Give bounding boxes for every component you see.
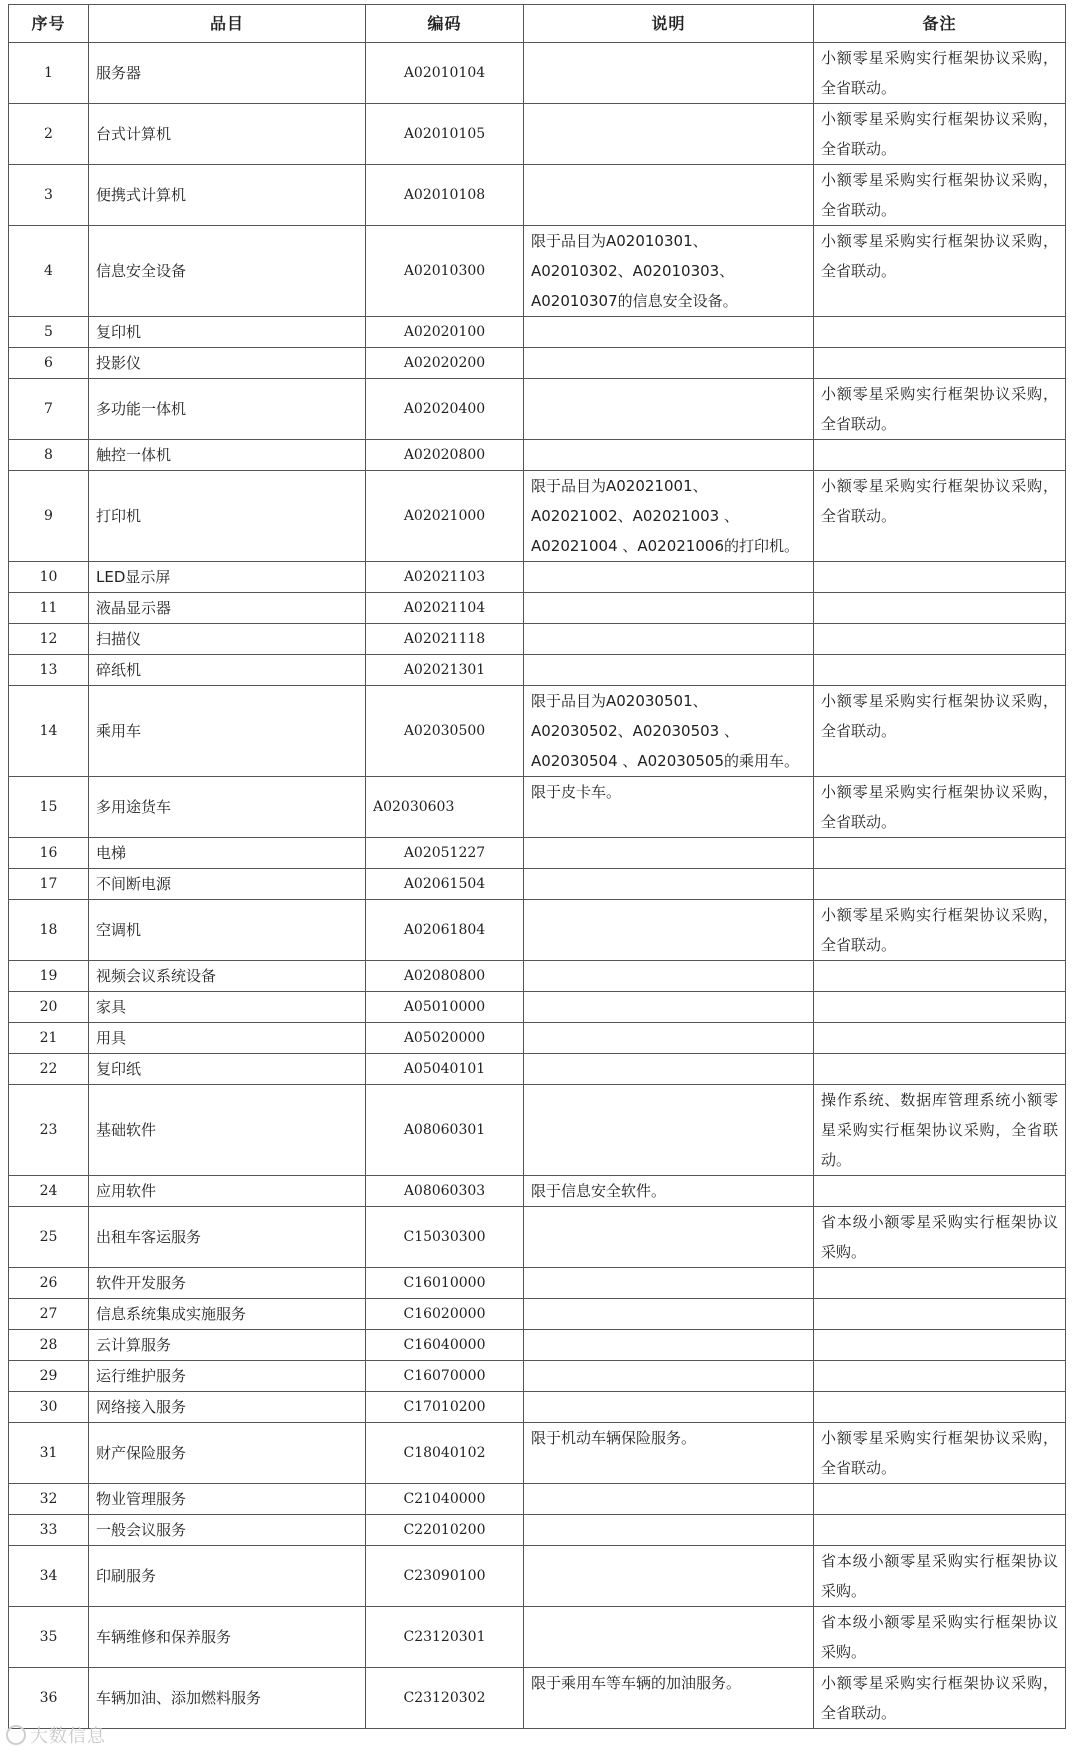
table-row — [9, 1668, 1066, 1729]
cell-desc — [524, 992, 814, 1023]
cell-code: A02021103 — [366, 562, 524, 593]
cell-desc — [524, 104, 814, 165]
cell-code: A02021104 — [366, 593, 524, 624]
cell-note: 操作系统、数据库管理系统小额零星采购实行框架协议采购，全省联动。 — [814, 1085, 1066, 1176]
table-row — [9, 1268, 1066, 1299]
cell-note: 省本级小额零星采购实行框架协议采购。 — [814, 1607, 1066, 1668]
table-row — [9, 562, 1066, 593]
cell-desc — [524, 440, 814, 471]
cell-desc — [524, 562, 814, 593]
cell-code: A05010000 — [366, 992, 524, 1023]
table-row — [9, 471, 1066, 562]
cell-note: 小额零星采购实行框架协议采购，全省联动。 — [814, 686, 1066, 777]
cell-item: 网络接入服务 — [89, 1392, 366, 1423]
cell-code: A02010300 — [366, 226, 524, 317]
cell-no: 31 — [9, 1423, 89, 1484]
watermark — [6, 1722, 106, 1748]
cell-desc — [524, 1299, 814, 1330]
cell-item: 碎纸机 — [89, 655, 366, 686]
cell-item: 电梯 — [89, 838, 366, 869]
cell-item: 台式计算机 — [89, 104, 366, 165]
cell-code: A02020800 — [366, 440, 524, 471]
table-row — [9, 1515, 1066, 1546]
cell-item: 基础软件 — [89, 1085, 366, 1176]
table-row — [9, 1207, 1066, 1268]
cell-code: A02021000 — [366, 471, 524, 562]
cell-desc: 限于乘用车等车辆的加油服务。 — [524, 1668, 814, 1729]
cell-no: 3 — [9, 165, 89, 226]
cell-item: 便携式计算机 — [89, 165, 366, 226]
cell-code: A02061504 — [366, 869, 524, 900]
cell-note: 小额零星采购实行框架协议采购，全省联动。 — [814, 165, 1066, 226]
table-row — [9, 1023, 1066, 1054]
table-row — [9, 1546, 1066, 1607]
table-row — [9, 379, 1066, 440]
cell-code: C17010200 — [366, 1392, 524, 1423]
cell-code: A02020400 — [366, 379, 524, 440]
table-row — [9, 992, 1066, 1023]
cell-code: A05040101 — [366, 1054, 524, 1085]
cell-code: A02030603 — [366, 777, 524, 838]
cell-desc: 限于品目为A02030501、A02030502、A02030503 、A02030504 、A02030505的乘用车。 — [524, 686, 814, 777]
cell-note: 小额零星采购实行框架协议采购，全省联动。 — [814, 226, 1066, 317]
cell-no: 10 — [9, 562, 89, 593]
cell-no: 9 — [9, 471, 89, 562]
cell-code: A02080800 — [366, 961, 524, 992]
cell-note — [814, 1515, 1066, 1546]
cell-desc — [524, 1607, 814, 1668]
cell-desc — [524, 1207, 814, 1268]
cell-no: 36 — [9, 1668, 89, 1729]
table-row — [9, 1484, 1066, 1515]
cell-note: 小额零星采购实行框架协议采购，全省联动。 — [814, 1668, 1066, 1729]
watermark-logo-icon — [6, 1725, 26, 1745]
cell-desc — [524, 43, 814, 104]
table-row — [9, 226, 1066, 317]
cell-no: 30 — [9, 1392, 89, 1423]
table-row — [9, 777, 1066, 838]
cell-code: C16020000 — [366, 1299, 524, 1330]
cell-note — [814, 1392, 1066, 1423]
table-row — [9, 869, 1066, 900]
cell-note — [814, 1299, 1066, 1330]
cell-desc: 限于机动车辆保险服务。 — [524, 1423, 814, 1484]
cell-desc: 限于皮卡车。 — [524, 777, 814, 838]
cell-item: 信息系统集成实施服务 — [89, 1299, 366, 1330]
cell-item: 软件开发服务 — [89, 1268, 366, 1299]
table-row — [9, 1299, 1066, 1330]
cell-item: LED显示屏 — [89, 562, 366, 593]
cell-no: 32 — [9, 1484, 89, 1515]
cell-no: 15 — [9, 777, 89, 838]
table-row — [9, 165, 1066, 226]
cell-note: 小额零星采购实行框架协议采购，全省联动。 — [814, 900, 1066, 961]
cell-no: 12 — [9, 624, 89, 655]
table-body — [9, 43, 1066, 1729]
cell-item: 财产保险服务 — [89, 1423, 366, 1484]
cell-no: 2 — [9, 104, 89, 165]
table-row — [9, 624, 1066, 655]
cell-code: C22010200 — [366, 1515, 524, 1546]
cell-desc — [524, 655, 814, 686]
cell-note — [814, 1361, 1066, 1392]
table-row — [9, 1054, 1066, 1085]
table-row — [9, 43, 1066, 104]
cell-item: 车辆加油、添加燃料服务 — [89, 1668, 366, 1729]
cell-note — [814, 317, 1066, 348]
cell-item: 触控一体机 — [89, 440, 366, 471]
cell-code: A02010104 — [366, 43, 524, 104]
cell-note — [814, 562, 1066, 593]
cell-note — [814, 655, 1066, 686]
cell-note: 小额零星采购实行框架协议采购，全省联动。 — [814, 43, 1066, 104]
cell-no: 4 — [9, 226, 89, 317]
header-item: 品目 — [89, 5, 366, 43]
cell-item: 空调机 — [89, 900, 366, 961]
cell-no: 21 — [9, 1023, 89, 1054]
cell-note — [814, 1484, 1066, 1515]
cell-item: 印刷服务 — [89, 1546, 366, 1607]
cell-item: 应用软件 — [89, 1176, 366, 1207]
cell-desc — [524, 961, 814, 992]
table-row — [9, 1176, 1066, 1207]
cell-desc — [524, 348, 814, 379]
cell-note — [814, 1054, 1066, 1085]
table-row — [9, 838, 1066, 869]
cell-item: 液晶显示器 — [89, 593, 366, 624]
cell-note: 小额零星采购实行框架协议采购，全省联动。 — [814, 379, 1066, 440]
cell-item: 不间断电源 — [89, 869, 366, 900]
cell-code: C16070000 — [366, 1361, 524, 1392]
cell-note — [814, 961, 1066, 992]
cell-note: 省本级小额零星采购实行框架协议采购。 — [814, 1207, 1066, 1268]
table-row — [9, 1085, 1066, 1176]
cell-code: C16010000 — [366, 1268, 524, 1299]
cell-no: 14 — [9, 686, 89, 777]
cell-item: 视频会议系统设备 — [89, 961, 366, 992]
cell-note — [814, 624, 1066, 655]
cell-desc — [524, 1330, 814, 1361]
cell-code: C21040000 — [366, 1484, 524, 1515]
cell-item: 车辆维修和保养服务 — [89, 1607, 366, 1668]
cell-note — [814, 992, 1066, 1023]
cell-item: 投影仪 — [89, 348, 366, 379]
table-row — [9, 655, 1066, 686]
cell-no: 18 — [9, 900, 89, 961]
cell-desc — [524, 1268, 814, 1299]
table-row — [9, 1330, 1066, 1361]
cell-code: C15030300 — [366, 1207, 524, 1268]
cell-desc — [524, 1546, 814, 1607]
cell-no: 26 — [9, 1268, 89, 1299]
cell-note — [814, 838, 1066, 869]
cell-code: C23090100 — [366, 1546, 524, 1607]
cell-item: 云计算服务 — [89, 1330, 366, 1361]
cell-item: 扫描仪 — [89, 624, 366, 655]
cell-note: 小额零星采购实行框架协议采购，全省联动。 — [814, 104, 1066, 165]
table-row — [9, 1423, 1066, 1484]
cell-item: 多用途货车 — [89, 777, 366, 838]
cell-desc — [524, 624, 814, 655]
cell-no: 13 — [9, 655, 89, 686]
cell-item: 运行维护服务 — [89, 1361, 366, 1392]
cell-item: 家具 — [89, 992, 366, 1023]
cell-note — [814, 1023, 1066, 1054]
table-row — [9, 1607, 1066, 1668]
table-row — [9, 686, 1066, 777]
cell-no: 25 — [9, 1207, 89, 1268]
cell-code: C16040000 — [366, 1330, 524, 1361]
cell-desc — [524, 1023, 814, 1054]
cell-item: 一般会议服务 — [89, 1515, 366, 1546]
cell-desc — [524, 869, 814, 900]
cell-code: C23120302 — [366, 1668, 524, 1729]
procurement-table-container — [8, 4, 1065, 1729]
cell-desc — [524, 1361, 814, 1392]
cell-no: 7 — [9, 379, 89, 440]
cell-item: 复印机 — [89, 317, 366, 348]
cell-item: 多功能一体机 — [89, 379, 366, 440]
cell-no: 8 — [9, 440, 89, 471]
cell-code: A02061804 — [366, 900, 524, 961]
table-header — [9, 5, 1066, 43]
header-code: 编码 — [366, 5, 524, 43]
cell-item: 乘用车 — [89, 686, 366, 777]
cell-item: 服务器 — [89, 43, 366, 104]
cell-no: 17 — [9, 869, 89, 900]
cell-no: 1 — [9, 43, 89, 104]
table-row — [9, 348, 1066, 379]
cell-code: A05020000 — [366, 1023, 524, 1054]
cell-no: 20 — [9, 992, 89, 1023]
cell-desc — [524, 1515, 814, 1546]
cell-note — [814, 869, 1066, 900]
table-row — [9, 900, 1066, 961]
cell-desc — [524, 1085, 814, 1176]
table-row — [9, 104, 1066, 165]
cell-no: 29 — [9, 1361, 89, 1392]
cell-desc — [524, 1484, 814, 1515]
cell-desc — [524, 1054, 814, 1085]
cell-note — [814, 440, 1066, 471]
cell-desc: 限于品目为A02010301、A02010302、A02010303、A02010307的信息安全设备。 — [524, 226, 814, 317]
cell-no: 22 — [9, 1054, 89, 1085]
cell-code: A02051227 — [366, 838, 524, 869]
cell-code: A02021301 — [366, 655, 524, 686]
cell-note: 小额零星采购实行框架协议采购，全省联动。 — [814, 471, 1066, 562]
cell-no: 34 — [9, 1546, 89, 1607]
cell-desc: 限于信息安全软件。 — [524, 1176, 814, 1207]
cell-code: C23120301 — [366, 1607, 524, 1668]
table-row — [9, 593, 1066, 624]
cell-note — [814, 593, 1066, 624]
procurement-catalog-table — [8, 4, 1066, 1729]
cell-desc — [524, 900, 814, 961]
cell-code: A02010108 — [366, 165, 524, 226]
cell-no: 23 — [9, 1085, 89, 1176]
cell-no: 5 — [9, 317, 89, 348]
cell-note: 小额零星采购实行框架协议采购，全省联动。 — [814, 1423, 1066, 1484]
table-row — [9, 317, 1066, 348]
cell-desc: 限于品目为A02021001、A02021002、A02021003 、A02021004 、A02021006的打印机。 — [524, 471, 814, 562]
cell-code: C18040102 — [366, 1423, 524, 1484]
cell-code: A02021118 — [366, 624, 524, 655]
watermark-text: 大数信息 — [30, 1726, 106, 1747]
table-row — [9, 1361, 1066, 1392]
cell-no: 11 — [9, 593, 89, 624]
table-row — [9, 440, 1066, 471]
cell-no: 19 — [9, 961, 89, 992]
cell-item: 出租车客运服务 — [89, 1207, 366, 1268]
cell-desc — [524, 165, 814, 226]
cell-note — [814, 1268, 1066, 1299]
cell-code: A08060301 — [366, 1085, 524, 1176]
cell-no: 33 — [9, 1515, 89, 1546]
header-desc: 说明 — [524, 5, 814, 43]
cell-note: 省本级小额零星采购实行框架协议采购。 — [814, 1546, 1066, 1607]
cell-no: 16 — [9, 838, 89, 869]
table-row — [9, 961, 1066, 992]
cell-note — [814, 1330, 1066, 1361]
cell-desc — [524, 838, 814, 869]
cell-note — [814, 348, 1066, 379]
cell-desc — [524, 1392, 814, 1423]
cell-item: 信息安全设备 — [89, 226, 366, 317]
table-row — [9, 1392, 1066, 1423]
cell-desc — [524, 379, 814, 440]
cell-code: A08060303 — [366, 1176, 524, 1207]
cell-item: 复印纸 — [89, 1054, 366, 1085]
cell-note — [814, 1176, 1066, 1207]
cell-no: 28 — [9, 1330, 89, 1361]
header-note: 备注 — [814, 5, 1066, 43]
cell-item: 打印机 — [89, 471, 366, 562]
cell-no: 6 — [9, 348, 89, 379]
header-no: 序号 — [9, 5, 89, 43]
cell-item: 用具 — [89, 1023, 366, 1054]
cell-code: A02030500 — [366, 686, 524, 777]
cell-note: 小额零星采购实行框架协议采购，全省联动。 — [814, 777, 1066, 838]
cell-code: A02010105 — [366, 104, 524, 165]
cell-code: A02020200 — [366, 348, 524, 379]
cell-desc — [524, 593, 814, 624]
cell-item: 物业管理服务 — [89, 1484, 366, 1515]
cell-no: 24 — [9, 1176, 89, 1207]
cell-no: 35 — [9, 1607, 89, 1668]
cell-no: 27 — [9, 1299, 89, 1330]
cell-desc — [524, 317, 814, 348]
cell-code: A02020100 — [366, 317, 524, 348]
